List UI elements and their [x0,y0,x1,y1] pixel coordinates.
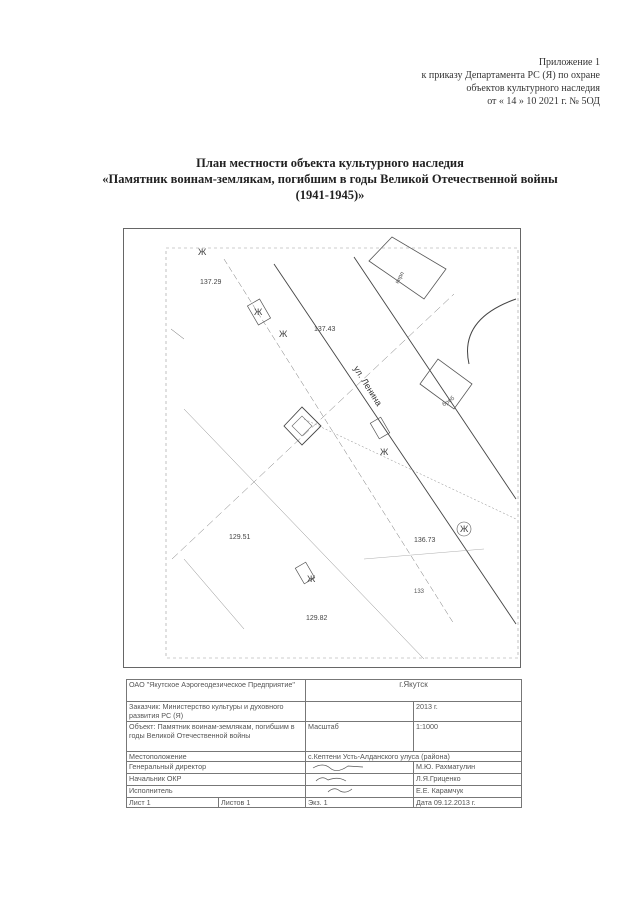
marker-symbol-5: Ж [460,524,469,534]
chief-label-cell: Начальник ОКР [127,774,306,786]
year-cell: 2013 г. [414,702,522,722]
customer-cell: Заказчик: Министерство культуры и духовного развития РС (Я) [127,702,306,722]
monument-footprint [284,407,321,445]
title-block [126,679,522,808]
marker-symbol-4: Ж [380,447,389,457]
line-label: 133 [414,589,425,595]
elevation-label-5: 129.82 [306,615,328,622]
parcel-line-5 [184,559,244,629]
building-label-2: бреб [441,395,456,409]
scale-value-cell: 1:1000 [414,722,522,752]
parcel-line-6 [364,549,484,559]
org-cell: ОАО "Якутское Аэрогеодезическое Предприятие" [127,680,306,702]
executor-label-cell: Исполнитель [127,786,306,798]
signature-mark-3 [308,786,368,795]
elevation-label-2: 137.43 [314,326,336,333]
marker-symbol-1: Ж [198,247,207,257]
building-north [369,237,446,299]
signature-mark-1 [308,762,368,771]
site-plan-map [123,228,521,668]
document-title [90,155,570,203]
site-plan-drawing [124,229,520,667]
sheet-cell: Лист 1 [127,798,219,808]
empty-cell-1 [306,702,414,722]
signature-cell-2 [306,774,414,786]
monument-inner [292,416,312,436]
map-boundary [166,248,518,658]
street-name-label: ул. Ленина [351,364,385,408]
signature-cell-3 [306,786,414,798]
appendix-note [350,56,600,108]
chief-name-cell: Л.Я.Гриценко [414,774,522,786]
title-line-2: «Памятник воинам-землякам, погибшим в годы Великой Отечественной войны [102,172,558,186]
surveyor-name-cell: М.Ю. Рахматулин [414,762,522,774]
marker-symbol-3: Ж [279,329,288,339]
marker-symbol-6: Ж [307,574,316,584]
parcel-line-2 [172,294,454,559]
scale-label-cell: Масштаб [306,722,414,752]
appendix-line-1: Приложение 1 [538,57,600,68]
title-line-1: План местности объекта культурного наследия [196,156,464,170]
curved-boundary [468,299,516,364]
small-structure-2 [370,417,389,439]
location-value-cell: с.Кептени Усть-Алданского улуса (района) [306,752,522,762]
street-edge-2 [351,257,516,499]
sheets-cell: Листов 1 [219,798,306,808]
elevation-label-4: 136.73 [414,537,436,544]
elevation-label-1: 137.29 [200,279,222,286]
parcel-line-4 [304,419,516,519]
tick-1 [171,329,184,339]
location-label-cell: Местоположение [127,752,306,762]
copy-cell: Экз. 1 [306,798,414,808]
appendix-line-3: объектов культурного наследия [466,83,600,94]
building-label-1: кирп [394,271,407,285]
appendix-line-2: к приказу Департамента РС (Я) по охране [421,70,600,81]
object-cell: Объект: Памятник воинам-землякам, погибшим в годы Великой Отечественной войны [127,722,306,752]
elevation-label-3: 129.51 [229,534,251,541]
title-line-3: (1941-1945)» [295,188,365,202]
date-cell: Дата 09.12.2013 г. [414,798,522,808]
executor-name-cell: Е.Е. Карамчук [414,786,522,798]
appendix-line-4: от « 14 » 10 2021 г. № 5ОД [487,96,600,107]
signature-mark-2 [308,774,368,783]
surveyor-label-cell: Генеральный директор [127,762,306,774]
marker-symbol-2: Ж [254,307,263,317]
signature-cell-1 [306,762,414,774]
city-cell: г.Якутск [306,680,522,702]
